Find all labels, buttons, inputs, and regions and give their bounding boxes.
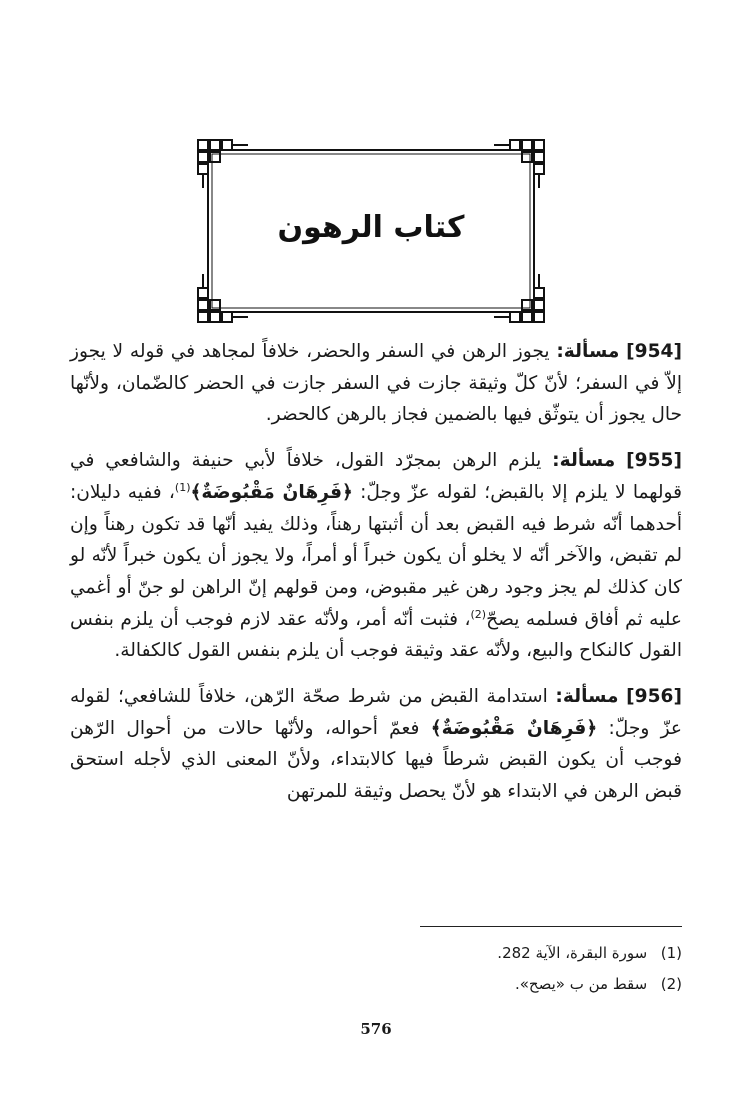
issue-text: ، فثبت أنّه أمر، ولأنّه عقد لازم فوجب أن يلزم بنفس القول كالنكاح والبيع، ولأنّه عقد وثيقة فوجب أن يلزم بنفس القول كالكفالة. bbox=[70, 608, 682, 662]
footnotes bbox=[70, 938, 682, 1000]
issue-label: مسألة: bbox=[556, 341, 620, 362]
main-text bbox=[70, 336, 682, 822]
issue-text: ، ففيه دليلان: أحدهما أنّه شرط فيه القبض بعد أن أثبتها رهناً، وذلك يفيد أنّها قد تكون رهناً وإن لم تقبض، والآخر أنّه لا يخلو أن يكون خبراً أو أمراً، ولا يجوز أن يكون خبراً لأنّه لو كان كذلك لم يجز وجود رهن غير مقبوض، ومن قولهم إنّ الراهن لو جنّ أو أغمي عليه ثم أفاق فسلمه يصحّ bbox=[70, 481, 682, 630]
book-title: كتاب الرهون bbox=[277, 210, 465, 245]
footnote-number: (2) bbox=[660, 975, 682, 993]
issue-label: مسألة: bbox=[555, 686, 619, 708]
issue-text: يجوز الرهن في السفر والحضر، خلافاً لمجاهد في قوله لا يجوز إلاّ في السفر؛ لأنّ كلّ وثيقة جازت في السفر جازت في الحضر كالضّمان، ولأنّها حال يجوز أن يتوثّق فيها بالضمين فجاز بالرهن كالحضر. bbox=[70, 341, 682, 426]
footnote-item bbox=[70, 969, 682, 1000]
issue-label: مسألة: bbox=[552, 450, 616, 472]
issue-956 bbox=[70, 681, 682, 808]
footnote-text: سقط من ب «يصح». bbox=[514, 975, 648, 993]
title-frame bbox=[196, 138, 546, 324]
issue-954 bbox=[70, 336, 682, 431]
issue-text: فعمّ أحواله، ولأنّها حالات من أحوال الرّهن فوجب أن يكون القبض شرطاً فيها كالابتداء، ولأنّ المعنى الذي لأجله استحق قبض الرهن في الابتداء هو لأنّ يحصل وثيقة للمرتهن bbox=[70, 717, 682, 803]
quran-quote: ﴿فَرِهَانٌ مَقْبُوضَةٌ﴾ bbox=[430, 717, 598, 739]
issue-number: [954] bbox=[626, 341, 682, 362]
footnote-ref-2: (2) bbox=[470, 607, 487, 621]
footnote-divider bbox=[420, 926, 682, 927]
quran-quote: ﴿فَرِهَانٌ مَقْبُوضَةٌ﴾ bbox=[190, 481, 353, 503]
footnote-text: سورة البقرة، الآية 282. bbox=[497, 944, 648, 962]
footnote-item bbox=[70, 938, 682, 969]
issue-text: استدامة القبض من شرط صحّة الرّهن، خلافاً للشافعي؛ لقوله عزّ وجلّ: bbox=[70, 686, 682, 739]
footnote-ref-1: (1) bbox=[174, 480, 191, 494]
issue-number: [956] bbox=[626, 686, 682, 708]
footnote-number: (1) bbox=[660, 944, 682, 962]
issue-text: يلزم الرهن بمجرّد القول، خلافاً لأبي حنيفة والشافعي في قولهما لا يلزم إلا بالقبض؛ لقوله عزّ وجلّ: bbox=[70, 450, 683, 503]
page-number: 576 bbox=[360, 1020, 392, 1038]
issue-number: [955] bbox=[626, 450, 682, 472]
issue-955 bbox=[70, 445, 682, 667]
